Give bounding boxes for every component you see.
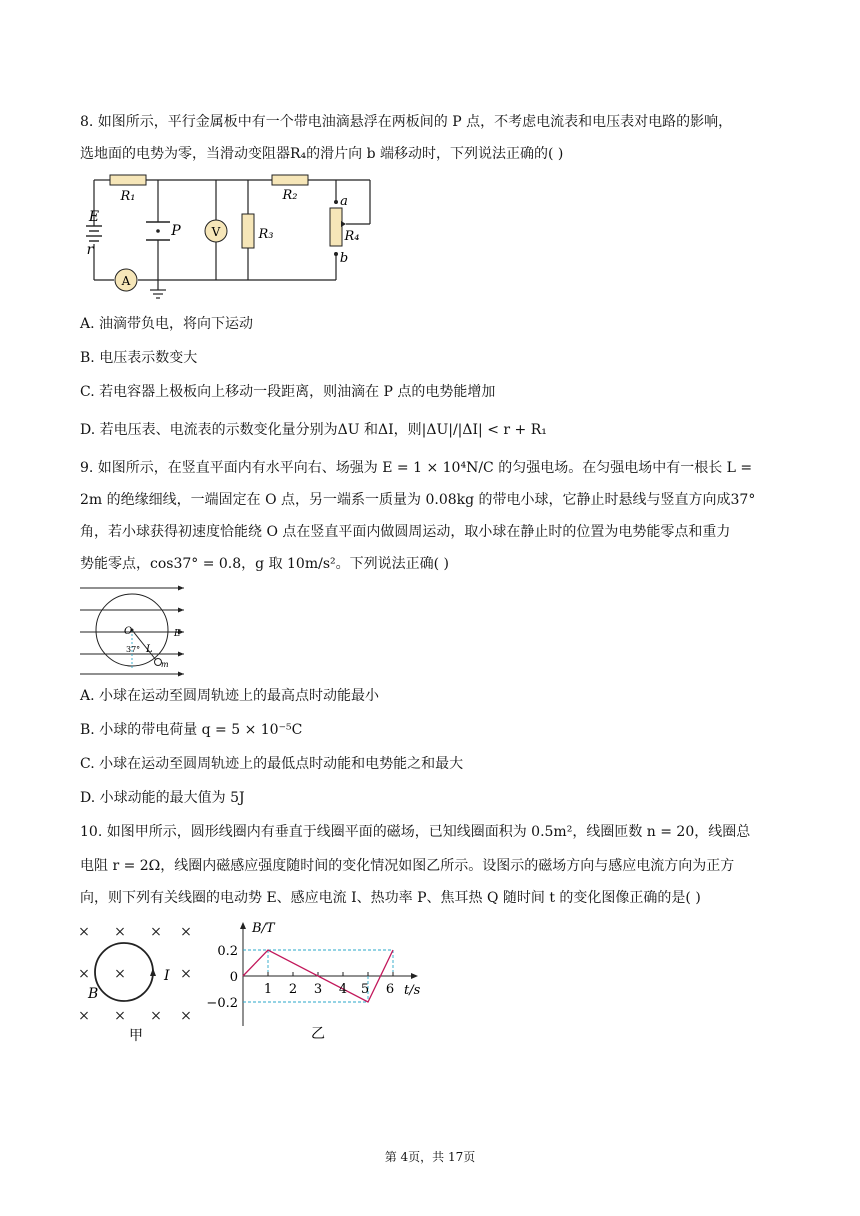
cross-mark: × bbox=[180, 924, 192, 940]
graph-ytick: 0 bbox=[229, 970, 238, 985]
q9-field-circle-diagram bbox=[80, 582, 190, 678]
q9-label-angle: 37° bbox=[126, 645, 141, 654]
q8-label-R4: R₄ bbox=[344, 229, 360, 244]
q8-label-r: r bbox=[86, 242, 94, 258]
q9-stem-line3: 角，若小球获得初速度恰能绕 O 点在竖直平面内做圆周运动，取小球在静止时的位置为电势能零点和重力 bbox=[80, 524, 731, 540]
graph-ytick: 0.2 bbox=[217, 944, 238, 959]
q9-label-L: L bbox=[146, 644, 153, 655]
q8-label-a: a bbox=[340, 194, 348, 209]
q9-option-b: B. 小球的带电荷量 q = 5 × 10⁻⁵C bbox=[80, 722, 303, 738]
page-footer: 第 4页，共 17页 bbox=[384, 1150, 476, 1164]
q10-stem-line3: 向，则下列有关线圈的电动势 E、感应电流 I、热功率 P、焦耳热 Q 随时间 t 的变化图像正确的是( ) bbox=[80, 890, 701, 906]
graph-ytick: −0.2 bbox=[206, 996, 238, 1011]
ammeter-label: A bbox=[121, 274, 131, 288]
graph-xtick: 1 bbox=[263, 982, 273, 997]
q9-stem-line2: 2m 的绝缘细线，一端固定在 O 点，另一端系一质量为 0.08kg 的带电小球，它静止时悬线与竖直方向成37° bbox=[80, 492, 756, 508]
q9-option-a: A. 小球在运动至圆周轨迹上的最高点时动能最小 bbox=[80, 688, 380, 704]
graph-xtick: 4 bbox=[338, 982, 348, 997]
q8-stem-line1: 8. 如图所示，平行金属板中有一个带电油滴悬浮在两板间的 P 点，不考虑电流表和电压表对电路的影响， bbox=[80, 114, 733, 130]
q10-caption-jia: 甲 bbox=[129, 1028, 143, 1044]
q9-label-m: m bbox=[161, 660, 169, 669]
q9-stem-line4: 势能零点，cos37° = 0.8，g 取 10m/s²。下列说法正确( ) bbox=[80, 556, 450, 572]
cross-mark: × bbox=[114, 924, 126, 940]
graph-xlabel: t/s bbox=[404, 983, 421, 998]
q8-label-P: P bbox=[171, 223, 181, 239]
cross-mark: × bbox=[78, 924, 90, 940]
graph-xtick: 3 bbox=[313, 982, 323, 997]
graph-ylabel: B/T bbox=[252, 921, 275, 936]
graph-xtick: 5 bbox=[360, 982, 370, 997]
voltmeter-label: V bbox=[211, 225, 221, 239]
q9-label-E: E bbox=[174, 629, 181, 639]
q8-stem-line2: 选地面的电势为零，当滑动变阻器R₄的滑片向 b 端移动时，下列说法正确的( ) bbox=[80, 146, 564, 162]
q9-option-d: D. 小球动能的最大值为 5J bbox=[80, 790, 245, 806]
q10-label-I: I bbox=[164, 968, 170, 984]
graph-xtick: 2 bbox=[288, 982, 298, 997]
q8-option-c: C. 若电容器上极板向上移动一段距离，则油滴在 P 点的电势能增加 bbox=[80, 384, 496, 400]
q9-label-O: O bbox=[124, 626, 133, 637]
q10-stem-line1: 10. 如图甲所示，圆形线圈内有垂直于线圈平面的磁场，已知线圈面积为 0.5m²，线圈匝数 n = 20，线圈总 bbox=[80, 824, 751, 840]
cross-mark: × bbox=[114, 1008, 126, 1024]
cross-mark: × bbox=[114, 966, 126, 982]
cross-mark: × bbox=[78, 1008, 90, 1024]
q8-label-E: E bbox=[88, 209, 100, 225]
q10-label-B: B bbox=[88, 986, 99, 1002]
cross-mark: × bbox=[180, 1008, 192, 1024]
q10-fig-yi-graph bbox=[206, 918, 430, 1042]
graph-xtick: 6 bbox=[385, 982, 395, 997]
q10-caption-yi: 乙 bbox=[311, 1026, 325, 1042]
q8-option-d: D. 若电压表、电流表的示数变化量分别为ΔU 和ΔI，则|ΔU|/|ΔI| < r + R₁ bbox=[80, 422, 547, 438]
q9-option-c: C. 小球在运动至圆周轨迹上的最低点时动能和电势能之和最大 bbox=[80, 756, 464, 772]
q8-label-R1: R₁ bbox=[120, 189, 136, 204]
q8-circuit-diagram bbox=[80, 172, 380, 300]
cross-mark: × bbox=[78, 966, 90, 982]
cross-mark: × bbox=[150, 1008, 162, 1024]
cross-mark: × bbox=[150, 924, 162, 940]
q10-stem-line2: 电阻 r = 2Ω，线圈内磁感应强度随时间的变化情况如图乙所示。设图示的磁场方向与感应电流方向为正方 bbox=[80, 858, 735, 874]
q8-label-R2: R₂ bbox=[282, 188, 298, 203]
q8-option-b: B. 电压表示数变大 bbox=[80, 350, 198, 366]
q8-label-R3: R₃ bbox=[258, 227, 274, 242]
q9-stem-line1: 9. 如图所示，在竖直平面内有水平向右、场强为 E = 1 × 10⁴N/C 的匀强电场。在匀强电场中有一根长 L = bbox=[80, 460, 753, 476]
cross-mark: × bbox=[180, 966, 192, 982]
q10-fig-jia-coil bbox=[74, 920, 204, 1050]
q8-label-b: b bbox=[339, 251, 349, 266]
q8-option-a: A. 油滴带负电，将向下运动 bbox=[80, 316, 254, 332]
